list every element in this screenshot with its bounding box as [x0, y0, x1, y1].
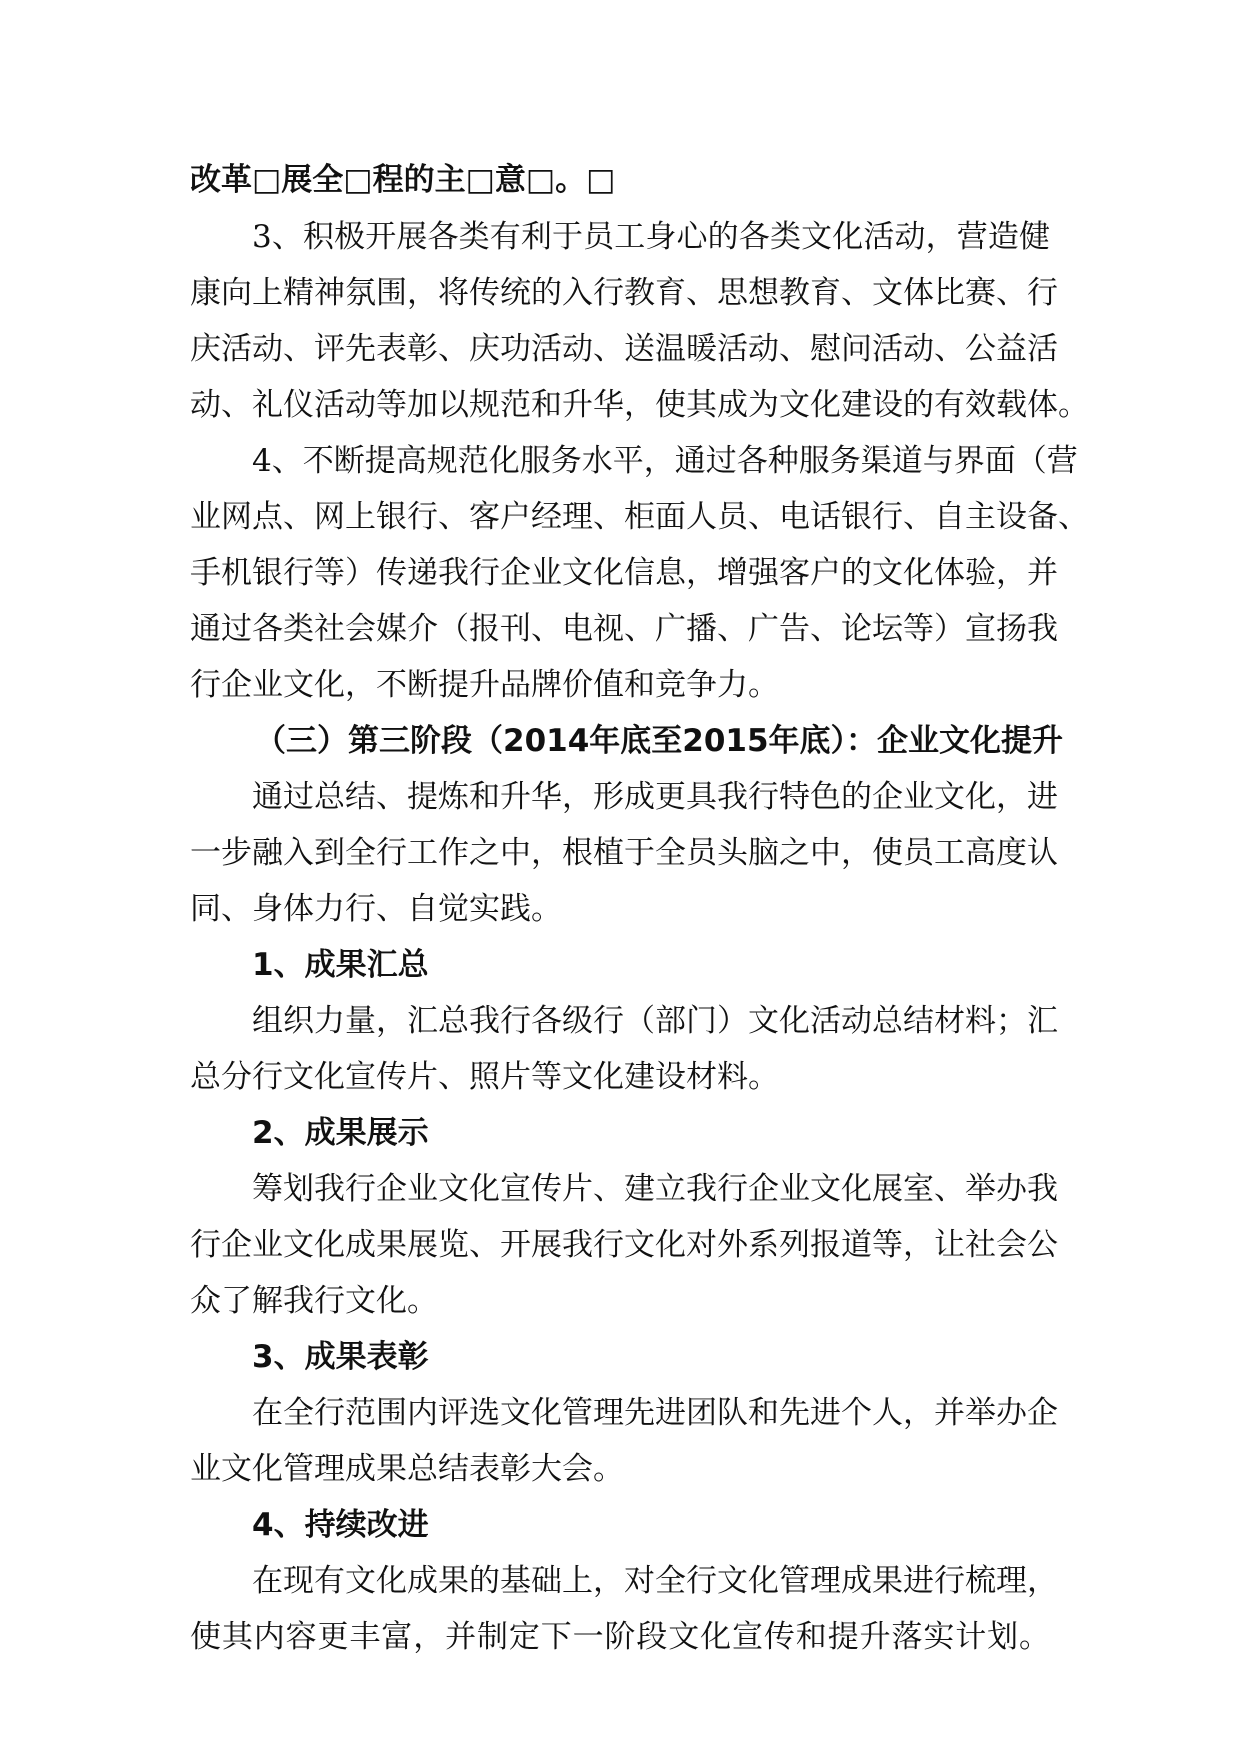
text-line: 动、礼仪活动等加以规范和升华，使其成为文化建设的有效载体。: [190, 387, 1089, 423]
subsection-heading: 2、成果展示: [252, 1115, 429, 1151]
text-line: 筹划我行企业文化宣传片、建立我行企业文化展室、举办我: [252, 1171, 1058, 1207]
text-line: 在现有文化成果的基础上，对全行文化管理成果进行梳理，: [252, 1563, 1058, 1599]
text-line: 4、不断提高规范化服务水平，通过各种服务渠道与界面（营: [252, 443, 1078, 479]
section-heading: （三）第三阶段（2014年底至2015年底）：企业文化提升: [255, 723, 1064, 759]
text-line: 手机银行等）传递我行企业文化信息，增强客户的文化体验，并: [190, 555, 1058, 591]
text-line: 行企业文化，不断提升品牌价值和竞争力。: [190, 667, 779, 703]
subsection-heading: 1、成果汇总: [252, 947, 429, 983]
text-line: 改革□展全□程的主□意□。□: [190, 162, 616, 198]
text-line: 组织力量，汇总我行各级行（部门）文化活动总结材料；汇: [252, 1003, 1058, 1039]
subsection-heading: 3、成果表彰: [252, 1339, 429, 1375]
subsection-heading: 4、持续改进: [252, 1507, 429, 1543]
text-line: 一步融入到全行工作之中，根植于全员头脑之中，使员工高度认: [190, 835, 1058, 871]
text-line: 在全行范围内评选文化管理先进团队和先进个人，并举办企: [252, 1395, 1058, 1431]
text-line: 总分行文化宣传片、照片等文化建设材料。: [190, 1059, 779, 1095]
text-line: 众了解我行文化。: [190, 1283, 438, 1319]
text-line: 业文化管理成果总结表彰大会。: [190, 1451, 624, 1487]
text-line: 庆活动、评先表彰、庆功活动、送温暖活动、慰问活动、公益活: [190, 331, 1058, 367]
text-line: 3、积极开展各类有利于员工身心的各类文化活动，营造健: [252, 219, 1050, 255]
text-line: 业网点、网上银行、客户经理、柜面人员、电话银行、自主设备、: [190, 499, 1089, 535]
text-line: 通过总结、提炼和升华，形成更具我行特色的企业文化，进: [252, 779, 1058, 815]
text-line: 康向上精神氛围，将传统的入行教育、思想教育、文体比赛、行: [190, 275, 1058, 311]
text-line: 行企业文化成果展览、开展我行文化对外系列报道等，让社会公: [190, 1227, 1058, 1263]
text-line: 通过各类社会媒介（报刊、电视、广播、广告、论坛等）宣扬我: [190, 611, 1058, 647]
text-line: 使其内容更丰富，并制定下一阶段文化宣传和提升落实计划。: [190, 1619, 1050, 1655]
text-line: 同、身体力行、自觉实践。: [190, 891, 562, 927]
